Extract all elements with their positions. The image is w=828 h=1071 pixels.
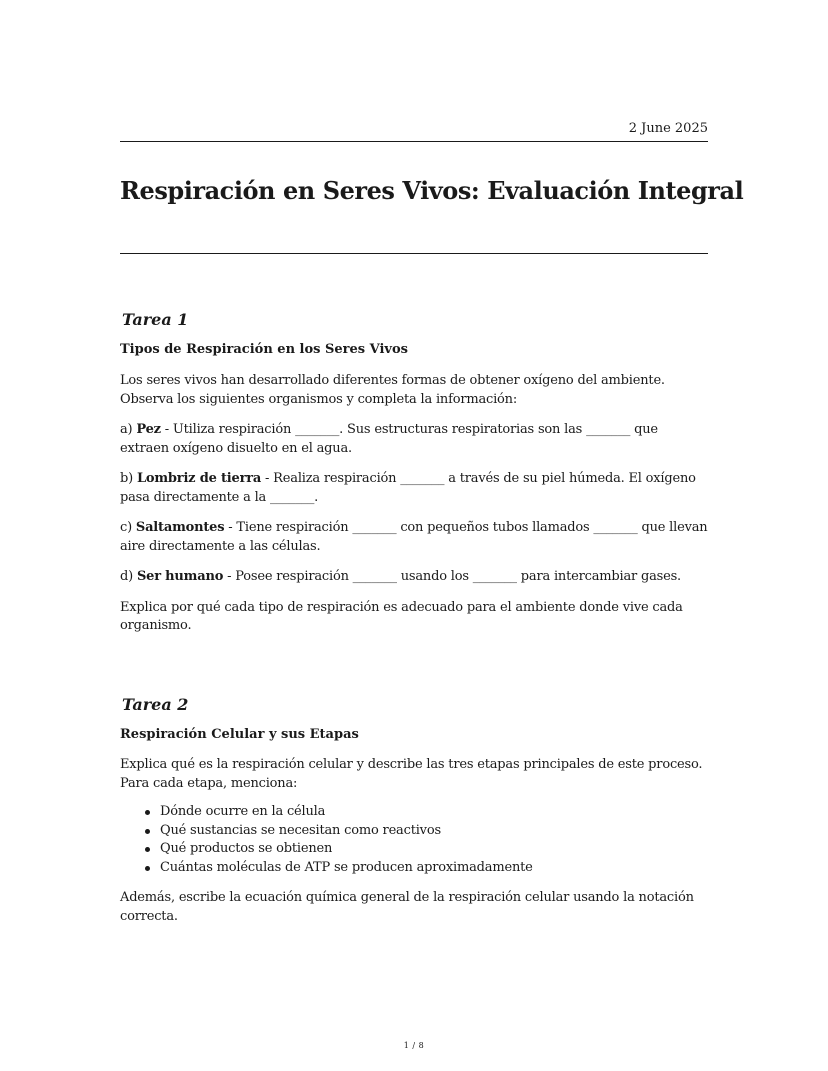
list-item [160,840,708,859]
list-item-text: Qué productos se obtienen [160,841,333,856]
task-1-closing: Explica por qué cada tipo de respiración es adecuado para el ambiente donde vive cada organismo. [120,599,683,633]
task-1-section [120,309,708,636]
task-2-closing: Además, escribe la ecuación química general de la respiración celular usando la notación correcta. [120,890,694,924]
task-1-item-a [120,421,708,458]
task-2-section [120,694,708,926]
task-2-subtitle: Respiración Celular y sus Etapas [120,727,359,742]
document-title: Respiración en Seres Vivos: Evaluación Integral [120,176,744,205]
document-page [120,0,744,1071]
document-date: 2 June 2025 [628,121,708,136]
item-text: - Tiene respiración _______ con pequeños tubos llamados _______ que llevan aire directamente a las células. [120,520,708,554]
header-rule [120,141,708,142]
list-item-text: Cuántas moléculas de ATP se producen aproximadamente [160,859,533,875]
task-1-subtitle: Tipos de Respiración en los Seres Vivos [120,342,408,357]
task-1-heading: Tarea 1 [122,310,189,329]
task-2-bullet-list [120,803,708,877]
bullet-icon [145,866,150,871]
item-prefix: c) [120,520,136,535]
bullet-icon [145,829,150,834]
item-prefix: b) [120,471,137,486]
item-text: - Posee respiración _______ usando los _______ para intercambiar gases. [223,569,681,584]
task-1-item-c [120,519,708,556]
bullet-icon [145,847,150,852]
list-item [160,859,708,878]
bullet-icon [145,810,150,815]
item-text: - Realiza respiración _______ a través de su piel húmeda. El oxígeno pasa directamente a la _______. [120,471,696,505]
task-1-item-b [120,470,708,507]
page-number: 1 / 8 [403,1041,425,1050]
organism-name: Pez [136,422,161,437]
organism-name: Ser humano [136,569,224,584]
organism-name: Saltamontes [135,520,225,535]
task-1-item-d [120,568,708,587]
title-rule [120,253,708,254]
list-item [160,803,708,822]
item-prefix: d) [120,569,137,584]
task-2-intro: Explica qué es la respiración celular y describe las tres etapas principales de este proceso. Para cada etapa, menciona: [120,757,703,791]
item-text: - Utiliza respiración _______. Sus estructuras respiratorias son las _______ que extraen oxígeno disuelto en el agua. [120,422,658,456]
item-prefix: a) [120,422,137,437]
list-item [160,822,708,841]
list-item-text: Dónde ocurre en la célula [160,804,326,819]
organism-name: Lombriz de tierra [136,471,262,486]
task-1-intro: Los seres vivos han desarrollado diferentes formas de obtener oxígeno del ambiente. Observa los siguientes organismos y completa la información: [120,373,665,407]
task-2-heading: Tarea 2 [122,695,189,714]
list-item-text: Qué sustancias se necesitan como reactivos [160,822,441,838]
